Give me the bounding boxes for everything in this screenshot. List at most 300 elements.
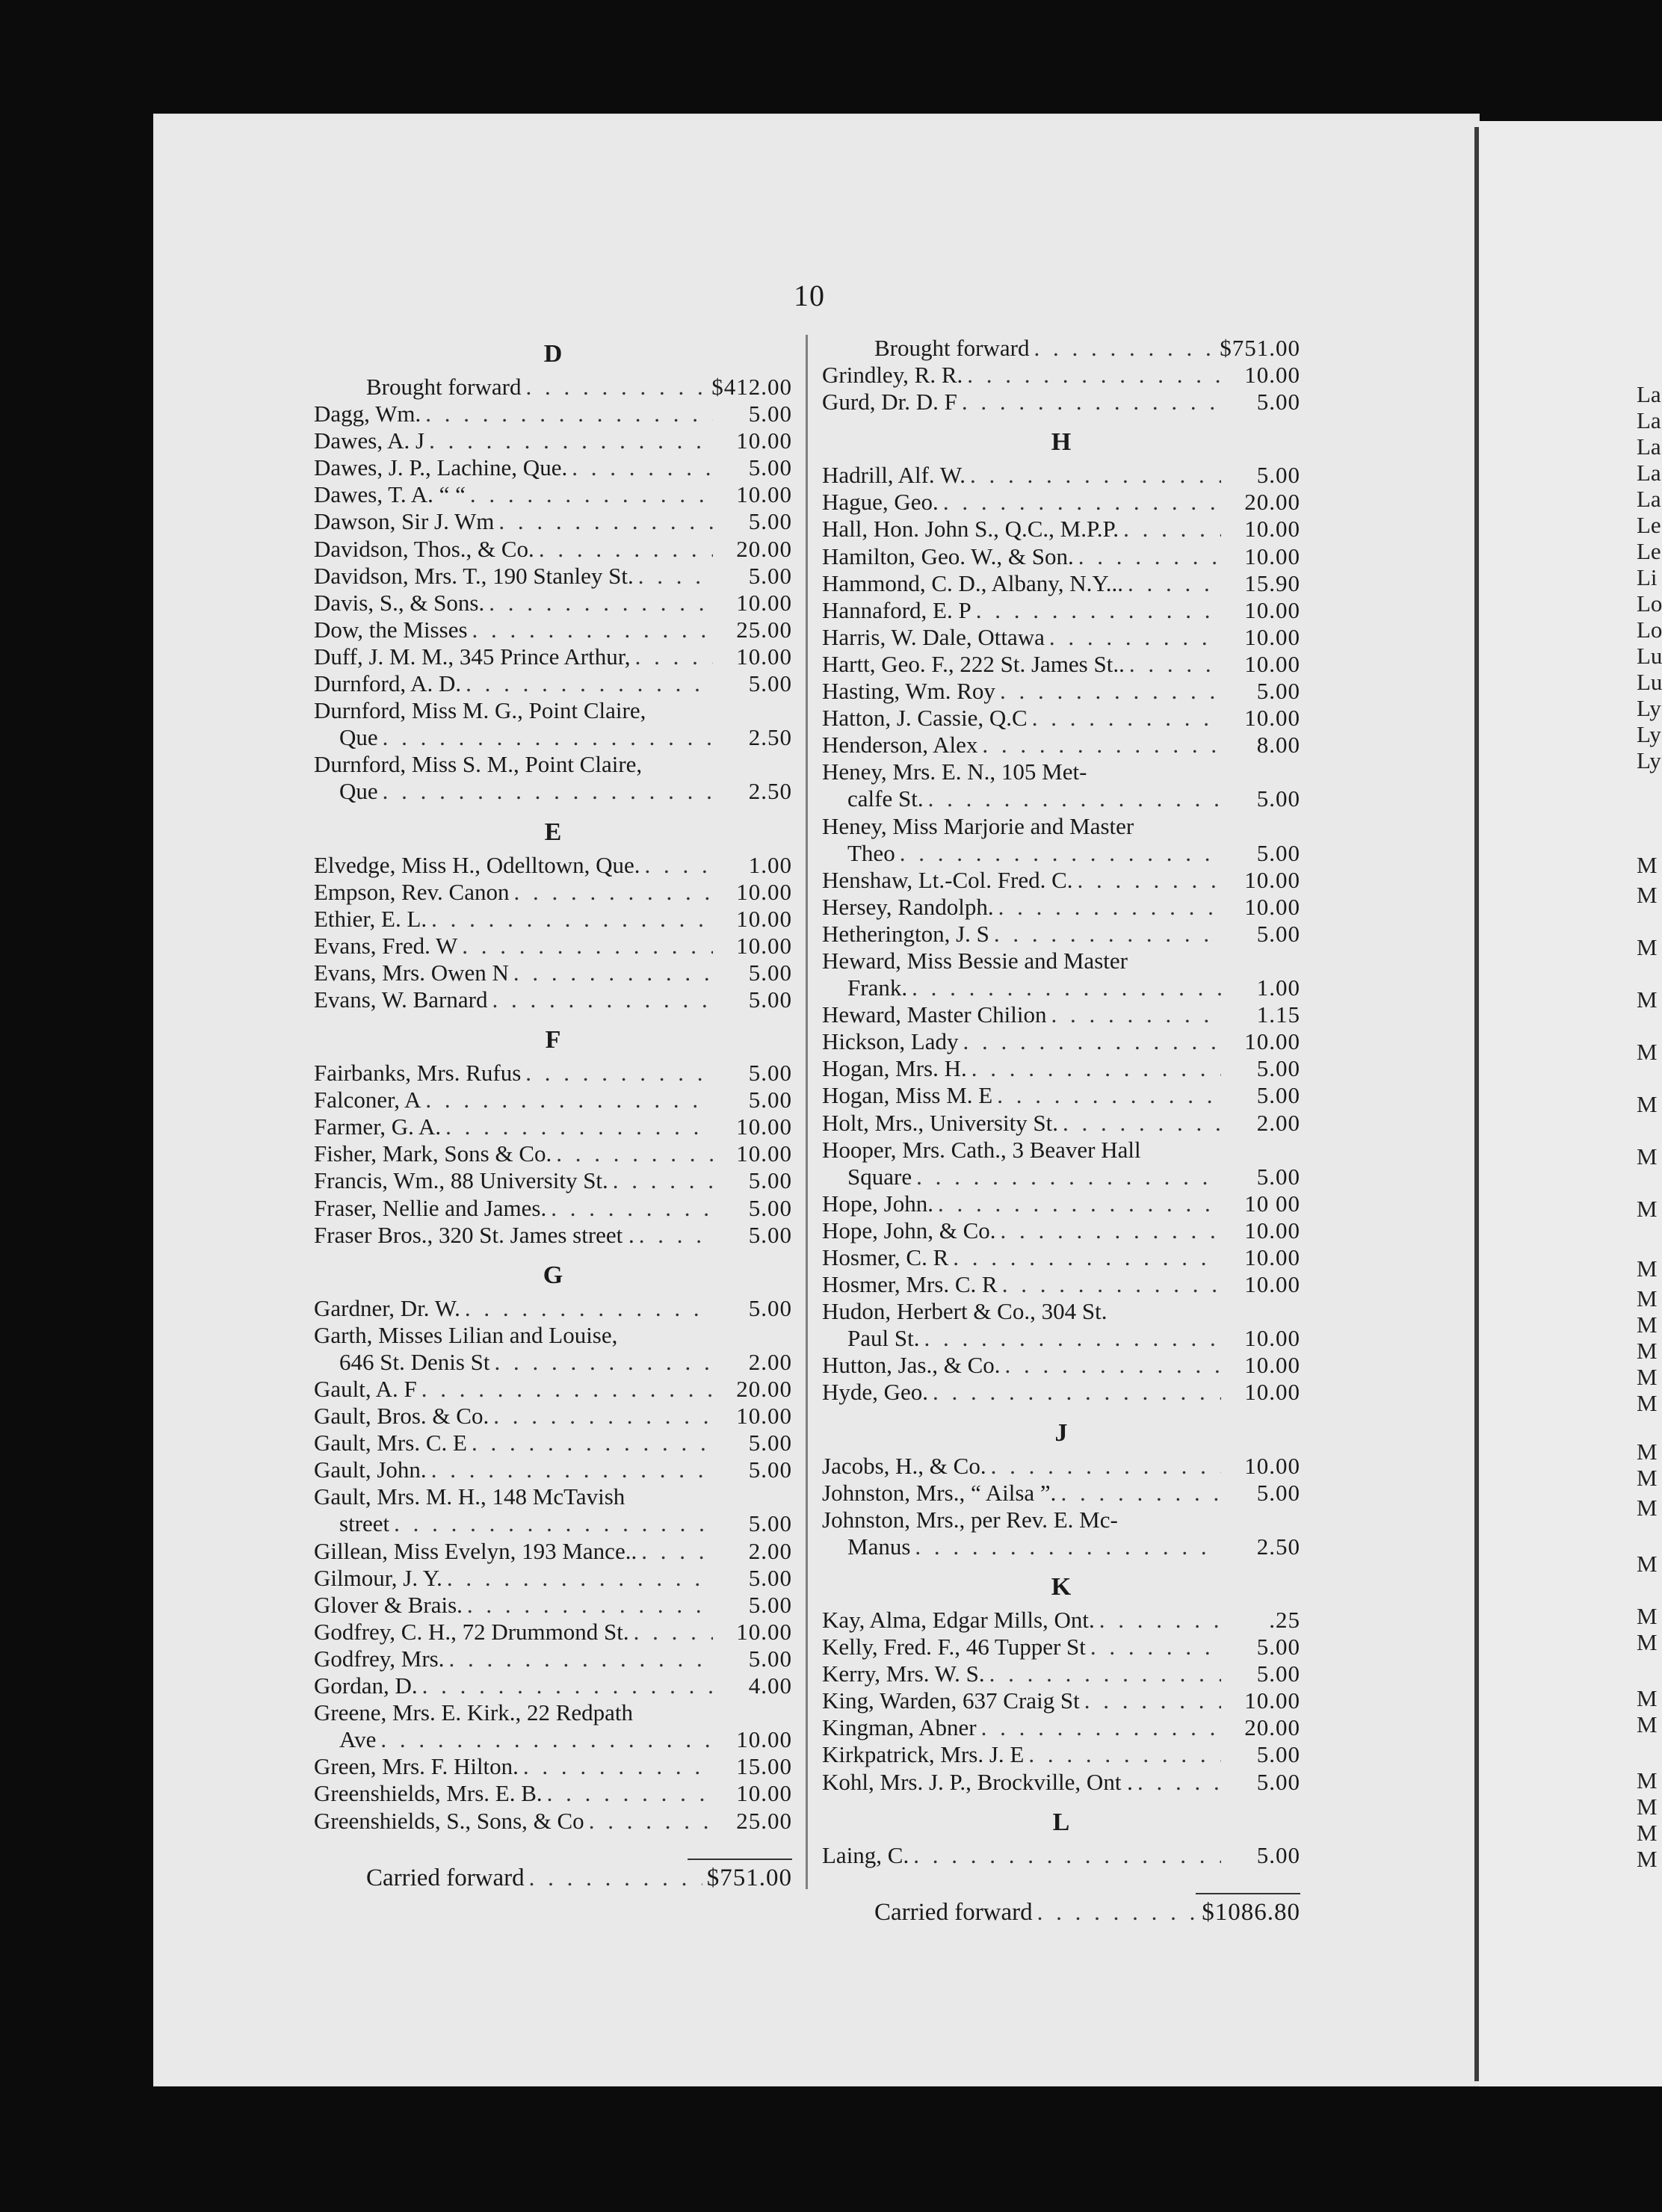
leader-dots xyxy=(525,374,707,401)
leader-dots xyxy=(981,1714,1221,1741)
facing-page-fragment: Ly xyxy=(1637,721,1661,747)
entry-row xyxy=(822,1507,1300,1533)
leader-dots xyxy=(1037,1899,1198,1926)
facing-page-fragment: La xyxy=(1637,381,1661,407)
entry-name: Kingman, Abner xyxy=(822,1714,977,1741)
entry-amount: 10.00 xyxy=(736,905,792,932)
entry-row xyxy=(314,1140,792,1167)
entry-name: Dawes, J. P., Lachine, Que. xyxy=(314,454,568,481)
leader-dots xyxy=(495,1349,713,1376)
entry-row xyxy=(314,670,792,697)
facing-page-fragment: M xyxy=(1637,1603,1658,1629)
entry-amount: 5.00 xyxy=(748,1591,792,1618)
leader-dots xyxy=(916,1164,1221,1190)
leader-dots xyxy=(466,670,713,697)
entry-name: Fisher, Mark, Sons & Co. xyxy=(314,1140,552,1167)
facing-page-fragment: M xyxy=(1637,1364,1658,1390)
entry-name: Hickson, Lady xyxy=(822,1028,959,1055)
spacer xyxy=(314,1835,792,1854)
entry-row xyxy=(822,1055,1300,1082)
entry-row xyxy=(314,1087,792,1113)
entry-row xyxy=(822,1028,1300,1055)
leader-dots xyxy=(997,1082,1221,1109)
leader-dots xyxy=(498,508,713,535)
entry-row xyxy=(314,1672,792,1699)
leader-dots xyxy=(1049,624,1221,651)
entry-name: Falconer, A xyxy=(314,1087,421,1113)
entry-amount: 10.00 xyxy=(1244,516,1300,543)
entry-name: Gurd, Dr. D. F xyxy=(822,389,957,415)
entry-amount: 10.00 xyxy=(1244,1028,1300,1055)
entry-amount: 5.00 xyxy=(1256,1841,1300,1868)
leader-dots xyxy=(1032,705,1221,732)
leader-dots xyxy=(613,1167,713,1194)
entry-name: Hetherington, J. S xyxy=(822,920,989,947)
entry-name: Gillean, Miss Evelyn, 193 Mance.. xyxy=(314,1537,637,1564)
entry-amount: 5.00 xyxy=(748,1060,792,1087)
entry-amount: 5.00 xyxy=(748,1645,792,1672)
entry-amount: 5.00 xyxy=(748,1194,792,1221)
leader-dots xyxy=(572,454,713,481)
entry-row xyxy=(822,1480,1300,1507)
entry-row xyxy=(822,1533,1300,1560)
entry-row xyxy=(822,1137,1300,1164)
entry-row xyxy=(822,1110,1300,1137)
entry-amount: 10.00 xyxy=(1244,1244,1300,1270)
entry-amount: 10.00 xyxy=(1244,543,1300,569)
entry-name: Garth, Misses Lilian and Louise, xyxy=(314,1321,618,1348)
section-letter: E xyxy=(544,818,562,846)
entry-name: street xyxy=(339,1510,390,1537)
leader-dots xyxy=(962,389,1221,415)
leader-dots xyxy=(635,643,713,670)
leader-dots xyxy=(472,1430,713,1456)
entry-amount: 10.00 xyxy=(736,1618,792,1645)
facing-page-fragment: M xyxy=(1637,934,1658,960)
entry-name: Ethier, E. L. xyxy=(314,905,427,932)
leader-dots xyxy=(380,1726,713,1753)
leader-dots xyxy=(991,1453,1221,1480)
leader-dots xyxy=(970,462,1221,489)
facing-page-fragment: M xyxy=(1637,1143,1658,1170)
entry-name: 646 St. Denis St xyxy=(339,1348,490,1375)
entry-amount: 15.90 xyxy=(1244,569,1300,596)
entry-name: Kelly, Fred. F., 46 Tupper St xyxy=(822,1634,1086,1660)
entry-name: Paul St. xyxy=(847,1325,920,1352)
leader-dots xyxy=(1078,867,1221,894)
leader-dots xyxy=(982,732,1221,759)
leader-dots xyxy=(513,960,713,986)
entry-name: Manus xyxy=(847,1533,911,1560)
entry-name: Que xyxy=(339,778,378,805)
facing-page-fragment: M xyxy=(1637,1255,1658,1282)
leader-dots xyxy=(467,1592,713,1619)
leader-dots xyxy=(547,1780,713,1807)
leader-dots xyxy=(513,879,713,906)
entry-name: Gault, John. xyxy=(314,1456,427,1483)
entry-row xyxy=(314,590,792,617)
entry-amount: $751.00 xyxy=(706,1864,792,1891)
entry-row xyxy=(314,879,792,906)
entry-name: Hutton, Jas., & Co. xyxy=(822,1352,1001,1379)
entry-name: Gault, Mrs. C. E xyxy=(314,1430,467,1456)
entry-amount: 5.00 xyxy=(1256,1741,1300,1768)
entry-row xyxy=(822,543,1300,570)
entry-amount: 2.00 xyxy=(748,1348,792,1375)
leader-dots xyxy=(994,921,1221,948)
leader-dots xyxy=(551,1195,713,1222)
entry-amount: 2.00 xyxy=(748,1537,792,1564)
leader-dots xyxy=(421,1376,713,1403)
facing-page-fragment: M xyxy=(1637,1338,1658,1364)
total-rule-line xyxy=(1196,1893,1300,1894)
entry-row xyxy=(822,705,1300,732)
entry-name: Theo xyxy=(847,839,895,866)
facing-page-fragment: M xyxy=(1637,1794,1658,1820)
entry-name: Dow, the Misses xyxy=(314,616,468,643)
leader-dots xyxy=(447,1565,713,1592)
entry-name: Evans, W. Barnard xyxy=(314,986,488,1013)
entry-row xyxy=(314,1376,792,1403)
entry-name: Hammond, C. D., Albany, N.Y... xyxy=(822,569,1123,596)
entry-row xyxy=(822,1082,1300,1109)
entry-amount: 4.00 xyxy=(748,1672,792,1699)
leader-dots xyxy=(913,1842,1221,1869)
entry-name: Gilmour, J. Y. xyxy=(314,1564,442,1591)
entry-name: Hannaford, E. P xyxy=(822,596,971,623)
entry-amount: 10.00 xyxy=(736,643,792,670)
entry-amount: 10.00 xyxy=(1244,623,1300,650)
entry-amount: 15.00 xyxy=(736,1753,792,1780)
entry-name: Greenshields, S., Sons, & Co xyxy=(314,1807,584,1834)
entry-row xyxy=(822,1607,1300,1634)
entry-row xyxy=(822,1899,1300,1926)
facing-page-fragment: Le xyxy=(1637,512,1661,538)
leader-dots xyxy=(1078,543,1221,570)
entry-row xyxy=(314,778,792,805)
facing-page-fragment: M xyxy=(1637,852,1658,878)
facing-page-fragment: Ly xyxy=(1637,695,1661,721)
leader-dots xyxy=(523,1753,713,1780)
leader-dots xyxy=(1001,1217,1222,1244)
entry-row xyxy=(314,697,792,724)
entry-row xyxy=(822,1352,1300,1379)
entry-name: Davidson, Mrs. T., 190 Stanley St. xyxy=(314,562,634,589)
entry-amount: 10.00 xyxy=(1244,596,1300,623)
leader-dots xyxy=(1051,1001,1221,1028)
entry-name: Heney, Miss Marjorie and Master xyxy=(822,812,1134,839)
entry-row xyxy=(314,1456,792,1483)
entry-row xyxy=(314,1167,792,1194)
leader-dots xyxy=(1137,1769,1221,1796)
leader-dots xyxy=(989,1660,1221,1687)
entry-row xyxy=(822,1769,1300,1796)
leader-dots xyxy=(645,852,713,879)
entry-amount: 5.00 xyxy=(1256,389,1300,415)
entry-row xyxy=(822,1217,1300,1244)
entry-name: Hudon, Herbert & Co., 304 St. xyxy=(822,1298,1108,1325)
entry-name: Hope, John. xyxy=(822,1190,933,1217)
leader-dots xyxy=(634,1619,713,1646)
entry-amount: 25.00 xyxy=(736,1807,792,1834)
entry-name: Green, Mrs. F. Hilton. xyxy=(314,1753,519,1780)
entry-row xyxy=(822,462,1300,489)
entry-row xyxy=(314,401,792,427)
entry-name: Evans, Mrs. Owen N xyxy=(314,959,509,986)
entry-row xyxy=(314,1619,792,1646)
entry-row xyxy=(822,1687,1300,1714)
section-letter: H xyxy=(1051,428,1072,457)
entry-amount: 5.00 xyxy=(748,1167,792,1194)
section-letter: F xyxy=(545,1026,561,1054)
section-letter: K xyxy=(1051,1572,1072,1601)
entry-row xyxy=(822,840,1300,867)
section-letter: D xyxy=(543,340,563,368)
entry-row xyxy=(822,1714,1300,1741)
entry-name: Davidson, Thos., & Co. xyxy=(314,535,534,562)
entry-row xyxy=(822,894,1300,921)
entry-name: Henshaw, Lt.-Col. Fred. C. xyxy=(822,866,1073,893)
entry-row xyxy=(314,906,792,933)
entry-amount: 5.00 xyxy=(748,508,792,535)
entry-amount: 10.00 xyxy=(736,1780,792,1807)
leader-dots xyxy=(492,986,713,1013)
entry-amount: 10.00 xyxy=(1244,1271,1300,1298)
facing-page-fragment: M xyxy=(1637,1551,1658,1577)
entry-row xyxy=(314,1403,792,1430)
leader-dots xyxy=(900,840,1221,867)
entry-name: Square xyxy=(847,1163,912,1190)
entry-name: Glover & Brais. xyxy=(314,1591,463,1618)
entry-name: Harris, W. Dale, Ottawa xyxy=(822,623,1045,650)
entry-row xyxy=(314,852,792,879)
leader-dots xyxy=(967,362,1221,389)
entry-amount: 5.00 xyxy=(1256,1082,1300,1109)
entry-row xyxy=(314,1726,792,1753)
entry-row xyxy=(822,570,1300,597)
entry-amount: 5.00 xyxy=(748,1456,792,1483)
entry-amount: 5.00 xyxy=(748,1087,792,1113)
entry-row xyxy=(822,1244,1300,1271)
entry-name: King, Warden, 637 Craig St xyxy=(822,1687,1080,1714)
facing-page-fragment: M xyxy=(1637,1091,1658,1117)
entry-amount: 10.00 xyxy=(736,1140,792,1167)
entry-name: Durnford, Miss S. M., Point Claire, xyxy=(314,751,643,778)
total-rule xyxy=(822,1888,1300,1899)
entry-amount: 2.00 xyxy=(1256,1109,1300,1136)
entry-row xyxy=(314,427,792,454)
entry-name: Evans, Fred. W xyxy=(314,932,458,959)
facing-page-fragment: M xyxy=(1637,1767,1658,1794)
entry-row xyxy=(314,563,792,590)
leader-dots xyxy=(998,894,1221,921)
entry-name: Frank. xyxy=(847,974,908,1001)
entry-row xyxy=(822,389,1300,415)
facing-page-fragment: M xyxy=(1637,1039,1658,1065)
entry-amount: 5.00 xyxy=(748,1564,792,1591)
entry-name: Empson, Rev. Canon xyxy=(314,878,510,905)
entry-row xyxy=(314,960,792,986)
entry-name: Elvedge, Miss H., Odelltown, Que. xyxy=(314,851,640,878)
leader-dots xyxy=(1034,335,1215,362)
entry-name: Greene, Mrs. E. Kirk., 22 Redpath xyxy=(314,1699,634,1726)
entry-name: Grindley, R. R. xyxy=(822,362,963,389)
leader-dots xyxy=(1099,1607,1221,1634)
entry-amount: 10 00 xyxy=(1244,1190,1300,1217)
facing-page-fragment: La xyxy=(1637,460,1661,486)
entry-amount: 5.00 xyxy=(748,1294,792,1321)
entry-row xyxy=(822,597,1300,624)
facing-page-fragment: La xyxy=(1637,433,1661,460)
entry-amount: 10.00 xyxy=(736,1113,792,1140)
entry-name: Francis, Wm., 88 University St. xyxy=(314,1167,608,1194)
entry-name: Gordan, D. xyxy=(314,1672,418,1699)
entry-name: Hooper, Mrs. Cath., 3 Beaver Hall xyxy=(822,1136,1141,1163)
entry-amount: 10.00 xyxy=(1244,1379,1300,1406)
entry-row xyxy=(314,536,792,563)
facing-page-fragment: M xyxy=(1637,1285,1658,1312)
entry-row xyxy=(822,948,1300,974)
entry-amount: 5.00 xyxy=(748,959,792,986)
right-column xyxy=(822,335,1300,1926)
entry-amount: .25 xyxy=(1269,1606,1300,1633)
entry-amount: 10.00 xyxy=(1244,1352,1300,1379)
facing-page-fragment: M xyxy=(1637,1196,1658,1222)
facing-page-fragment: M xyxy=(1637,1495,1658,1521)
leader-dots xyxy=(1123,516,1221,543)
entry-row xyxy=(822,1741,1300,1768)
leader-dots xyxy=(912,974,1221,1001)
leader-dots xyxy=(933,1379,1221,1406)
entry-row xyxy=(822,651,1300,678)
entry-amount: 5.00 xyxy=(1256,1163,1300,1190)
entry-row xyxy=(314,1538,792,1565)
leader-dots xyxy=(394,1510,713,1537)
entry-name: Hyde, Geo. xyxy=(822,1379,929,1406)
entry-name: Heward, Master Chilion xyxy=(822,1001,1047,1028)
leader-dots xyxy=(429,427,713,454)
entry-row xyxy=(314,1592,792,1619)
column-divider xyxy=(806,335,808,1889)
leader-dots xyxy=(938,1190,1221,1217)
entry-name: Holt, Mrs., University St. xyxy=(822,1109,1059,1136)
entry-amount: 5.00 xyxy=(1256,1634,1300,1660)
leader-dots xyxy=(472,617,713,643)
entry-name: Hasting, Wm. Roy xyxy=(822,678,995,705)
entry-row xyxy=(314,933,792,960)
entry-amount: 10.00 xyxy=(736,481,792,508)
leader-dots xyxy=(953,1244,1221,1271)
entry-row xyxy=(314,1195,792,1222)
leader-dots xyxy=(1028,1741,1221,1768)
entry-row xyxy=(822,1325,1300,1352)
entry-amount: 5.00 xyxy=(1256,1479,1300,1506)
entry-name: Hersey, Randolph. xyxy=(822,893,994,920)
entry-row xyxy=(314,481,792,508)
leader-dots xyxy=(915,1533,1221,1560)
entry-row xyxy=(314,1349,792,1376)
entry-amount: 5.00 xyxy=(748,670,792,697)
leader-dots xyxy=(431,1456,713,1483)
entry-row xyxy=(822,1842,1300,1869)
entry-row xyxy=(314,1565,792,1592)
entry-name: Brought forward xyxy=(366,374,522,400)
entry-row xyxy=(822,362,1300,389)
leader-dots xyxy=(971,1055,1221,1082)
entry-amount: 5.00 xyxy=(1256,1660,1300,1687)
entry-amount: 5.00 xyxy=(748,1430,792,1456)
entry-row xyxy=(314,1865,792,1891)
spacer xyxy=(822,1869,1300,1888)
entry-name: Hope, John, & Co. xyxy=(822,1217,996,1244)
entry-amount: 5.00 xyxy=(748,1221,792,1248)
entry-row xyxy=(822,1001,1300,1028)
entry-name: Dawes, A. J xyxy=(314,427,425,454)
leader-dots xyxy=(425,401,713,427)
facing-page-fragment: M xyxy=(1637,1820,1658,1846)
facing-page-fragment: M xyxy=(1637,1629,1658,1655)
entry-name: Henderson, Alex xyxy=(822,732,978,759)
leader-dots xyxy=(1090,1634,1221,1660)
leader-dots xyxy=(470,481,713,508)
entry-row xyxy=(822,732,1300,759)
entry-name: Dawes, T. A. “ “ xyxy=(314,481,466,508)
entry-name: Hall, Hon. John S., Q.C., M.P.P. xyxy=(822,516,1119,543)
entry-amount: 5.00 xyxy=(1256,1055,1300,1082)
entry-row xyxy=(314,454,792,481)
entry-name: Hadrill, Alf. W. xyxy=(822,462,966,489)
entry-amount: 10.00 xyxy=(736,878,792,905)
entry-amount: 10.00 xyxy=(1244,705,1300,732)
entry-amount: 10.00 xyxy=(736,1726,792,1753)
entry-amount: 10.00 xyxy=(736,932,792,959)
entry-name: Brought forward xyxy=(874,335,1030,361)
entry-amount: 2.50 xyxy=(748,724,792,751)
leader-dots xyxy=(448,1646,713,1672)
leader-dots xyxy=(1063,1110,1221,1137)
entry-amount: 10.00 xyxy=(1244,893,1300,920)
entry-name: Laing, C. xyxy=(822,1841,909,1868)
entry-amount: 5.00 xyxy=(748,562,792,589)
entry-name: Hague, Geo. xyxy=(822,489,939,516)
entry-name: Farmer, G. A. xyxy=(314,1113,442,1140)
leader-dots xyxy=(924,1325,1221,1352)
entry-row xyxy=(822,1190,1300,1217)
entry-amount: 10.00 xyxy=(736,1403,792,1430)
entry-amount: 20.00 xyxy=(1244,489,1300,516)
leader-dots xyxy=(639,1222,713,1249)
entry-name: Dagg, Wm. xyxy=(314,401,421,427)
total-rule xyxy=(314,1854,792,1865)
entry-name: Greenshields, Mrs. E. B. xyxy=(314,1780,543,1807)
entry-amount: 1.00 xyxy=(1256,974,1300,1001)
entry-name: Hamilton, Geo. W., & Son. xyxy=(822,543,1074,569)
entry-name: Kay, Alma, Edgar Mills, Ont. xyxy=(822,1606,1095,1633)
left-column xyxy=(314,335,792,1891)
leader-dots xyxy=(1129,651,1221,678)
entry-row xyxy=(314,1430,792,1456)
leader-dots xyxy=(1060,1480,1221,1507)
entry-row xyxy=(314,1753,792,1780)
entry-name: Kohl, Mrs. J. P., Brockville, Ont . xyxy=(822,1768,1133,1795)
leader-dots xyxy=(1002,1271,1221,1298)
entry-name: Godfrey, C. H., 72 Drummond St. xyxy=(314,1618,629,1645)
entry-row xyxy=(314,1322,792,1349)
facing-page-fragment: La xyxy=(1637,407,1661,433)
entry-amount: 25.00 xyxy=(736,616,792,643)
entry-row xyxy=(314,724,792,751)
entry-row xyxy=(822,1453,1300,1480)
